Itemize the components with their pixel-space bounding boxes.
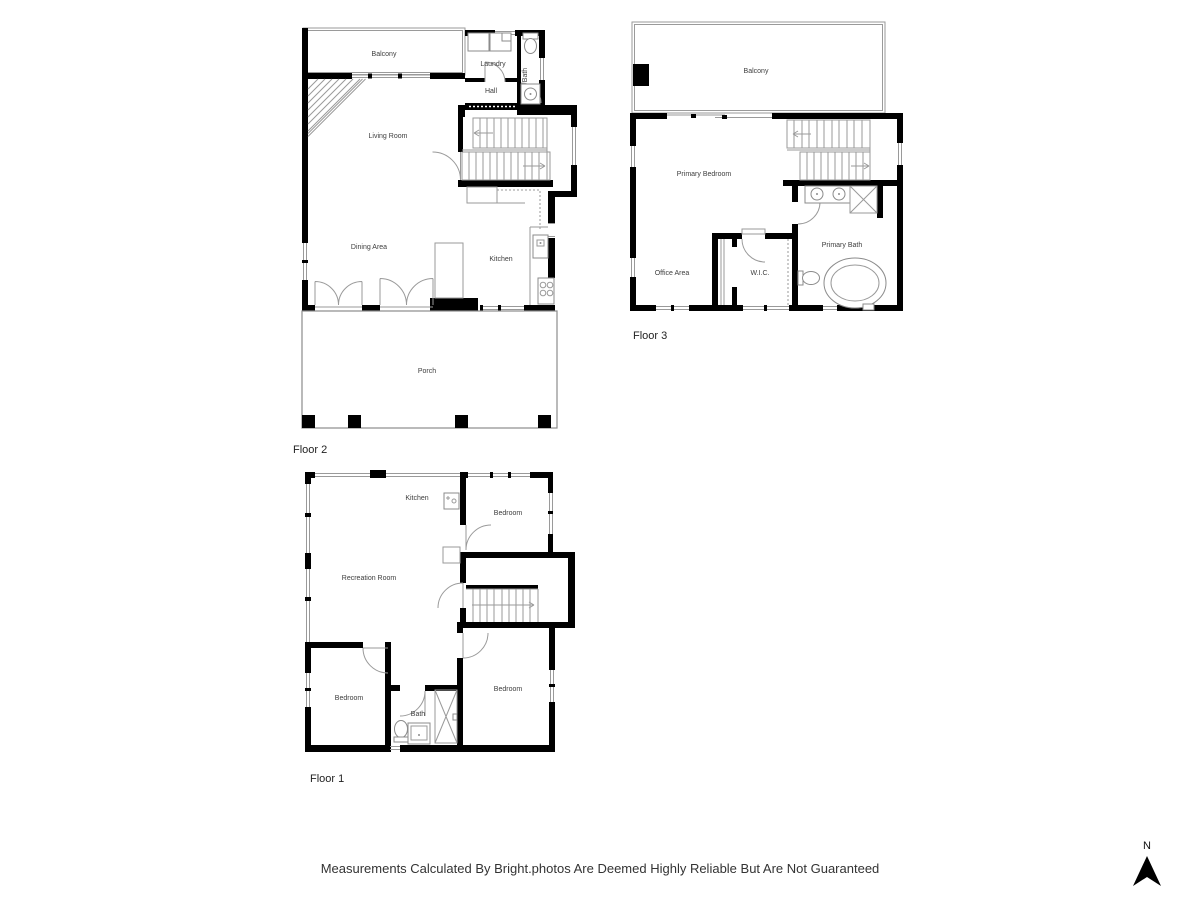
room-label-bath: Bath (522, 67, 529, 83)
floor1-stairs (466, 589, 538, 622)
room-label-living-room: Living Room (368, 133, 408, 140)
floor2-walls (302, 28, 577, 311)
room-label-wic: W.I.C. (750, 270, 770, 277)
floor3-plan (625, 15, 910, 315)
floor1-kitchen-fixtures (443, 493, 460, 563)
floor2-label: Floor 2 (293, 444, 328, 456)
floor2-stairs (462, 118, 550, 180)
floor3-doors (742, 202, 820, 262)
floor3-room-labels (655, 68, 863, 277)
room-label-kitchen: Kitchen (489, 256, 513, 263)
floor1-walls (305, 472, 575, 752)
floor2-kitchen-fixtures (435, 227, 554, 305)
floor1-plan (300, 465, 580, 760)
room-label-balcony: Balcony (743, 68, 769, 75)
room-label-kitchen: Kitchen (405, 495, 429, 502)
floor2-corner-hatch (308, 79, 366, 137)
room-label-balcony: Balcony (371, 51, 397, 58)
room-label-recreation-room: Recreation Room (341, 575, 397, 582)
floor2-room-labels (351, 51, 529, 375)
room-label-hall: Hall (484, 88, 498, 95)
room-label-bedroom-top: Bedroom (493, 510, 523, 517)
room-label-dining-area: Dining Area (350, 244, 388, 251)
floor2-understairs (467, 187, 540, 230)
room-label-primary-bedroom: Primary Bedroom (676, 171, 732, 178)
room-label-laundry: Laundry (480, 61, 506, 68)
floor2-plan (293, 20, 583, 460)
floor3-label: Floor 3 (633, 330, 668, 342)
room-label-office-area: Office Area (654, 270, 690, 277)
floor1-window-walls (305, 470, 460, 642)
room-label-porch: Porch (417, 368, 437, 375)
room-label-bedroom-right: Bedroom (493, 686, 523, 693)
floor3-stairs (787, 120, 870, 180)
room-label-bath: Bath (410, 711, 426, 718)
floor2-laundry-appliances (468, 33, 511, 51)
floor3-chimney (633, 64, 649, 86)
disclaimer-text: Measurements Calculated By Bright.photos Are Deemed Highly Reliable But Are Not Guaranteed (320, 861, 880, 876)
floor1-label: Floor 1 (310, 773, 345, 785)
north-label: N (1143, 840, 1151, 852)
room-label-primary-bath: Primary Bath (821, 242, 863, 249)
room-label-bedroom-left: Bedroom (334, 695, 364, 702)
